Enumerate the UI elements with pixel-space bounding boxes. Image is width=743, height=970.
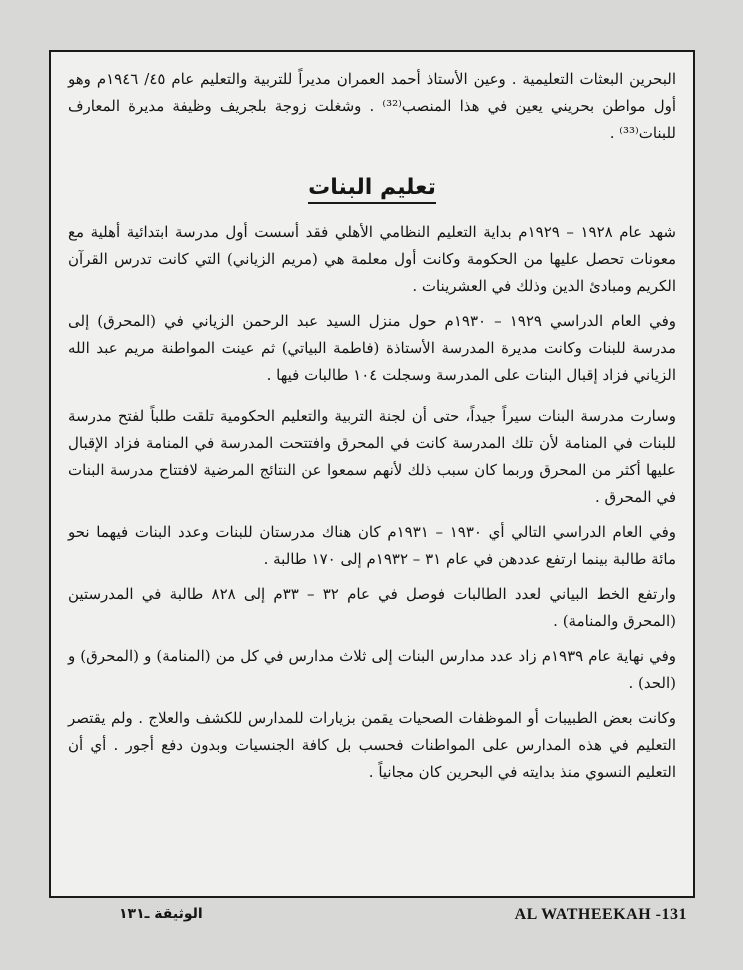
section-heading: [68, 173, 676, 203]
paragraph-1929: وفي العام الدراسي ١٩٢٩ – ١٩٣٠م حول منزل السيد عبد الرحمن الزياني في (المحرق) إلى مدرسة للبنات وكانت مديرة المدرسة الأستاذة (فاطمة البياتي) ثم عينت المواطنة مريم عبد الله الزياني فزاد إقبال البنات على المدرسة وسجلت ١٠٤ طالبات فيها .: [68, 312, 676, 384]
paragraph-1930: وفي العام الدراسي التالي أي ١٩٣٠ – ١٩٣١م كان هناك مدرستان للبنات وعدد البنات فيهما نحو مائة طالبة بينما ارتفع عددهن في عام ٣١ – ١٩٣٢م إلى ١٧٠ طالبة .: [68, 523, 676, 568]
paragraph-enrollment-rise: وارتفع الخط البياني لعدد الطالبات فوصل في عام ٣٢ – ٣٣م إلى ٨٢٨ طالبة في المدرستين (المحرق والمنامة) .: [68, 585, 676, 630]
document-text-frame: [49, 50, 695, 898]
footer-english-title: AL WATHEEKAH -131: [514, 906, 687, 923]
paragraph-manama-school: وسارت مدرسة البنات سيراً جيداً، حتى أن لجنة التربية والتعليم الحكومية تلقت طلباً لفتح مدرسة للبنات في المنامة لأن تلك المدرسة كانت في المحرق وافتتحت المدرسة في المنامة فزاد الإقبال عليها أكثر من المحرق وربما كان سبب ذلك لأنهم سمعوا عن النتائج المرضية لافتتاح مدرسة البنات في المحرق .: [68, 407, 676, 506]
paragraph-health-visits: وكانت بعض الطبيبات أو الموظفات الصحيات يقمن بزيارات للمدارس للكشف والعلاج . ولم يقتصر التعليم في هذه المدارس على المواطنات فحسب بل كافة الجنسيات وبدون دفع أجور . أي أن التعليم النسوي منذ بدايته في البحرين كان مجانياً .: [68, 709, 676, 781]
section-heading-text: تعليم البنات: [308, 175, 436, 204]
paragraph-intro: البحرين البعثات التعليمية . وعين الأستاذ أحمد العمران مديراً للتربية والتعليم عام ٤٥/ ١٩٤٦م وهو أول مواطن بحريني يعين في هذا المنصب⁽³²⁾ . وشغلت زوجة بلجريف وظيفة مديرة المعارف للبنات⁽³³⁾ .: [68, 70, 677, 142]
paragraph-1939: وفي نهاية عام ١٩٣٩م زاد عدد مدارس البنات إلى ثلاث مدارس في كل من (المنامة) و (المحرق) و (الحد) .: [68, 647, 676, 692]
paragraph-1928: شهد عام ١٩٢٨ – ١٩٢٩م بداية التعليم النظامي الأهلي فقد أسست أول مدرسة ابتدائية أهلية مع معونات تحصل عليها من الحكومة وكانت أول معلمة هي (مريم الزياني) التي كانت تدرس القرآن الكريم ومبادئ الدين وذلك في العشرينات .: [68, 223, 676, 295]
page-footer: [49, 906, 695, 932]
footer-arabic-title: الوثيقة ـ١٣١: [119, 906, 203, 922]
